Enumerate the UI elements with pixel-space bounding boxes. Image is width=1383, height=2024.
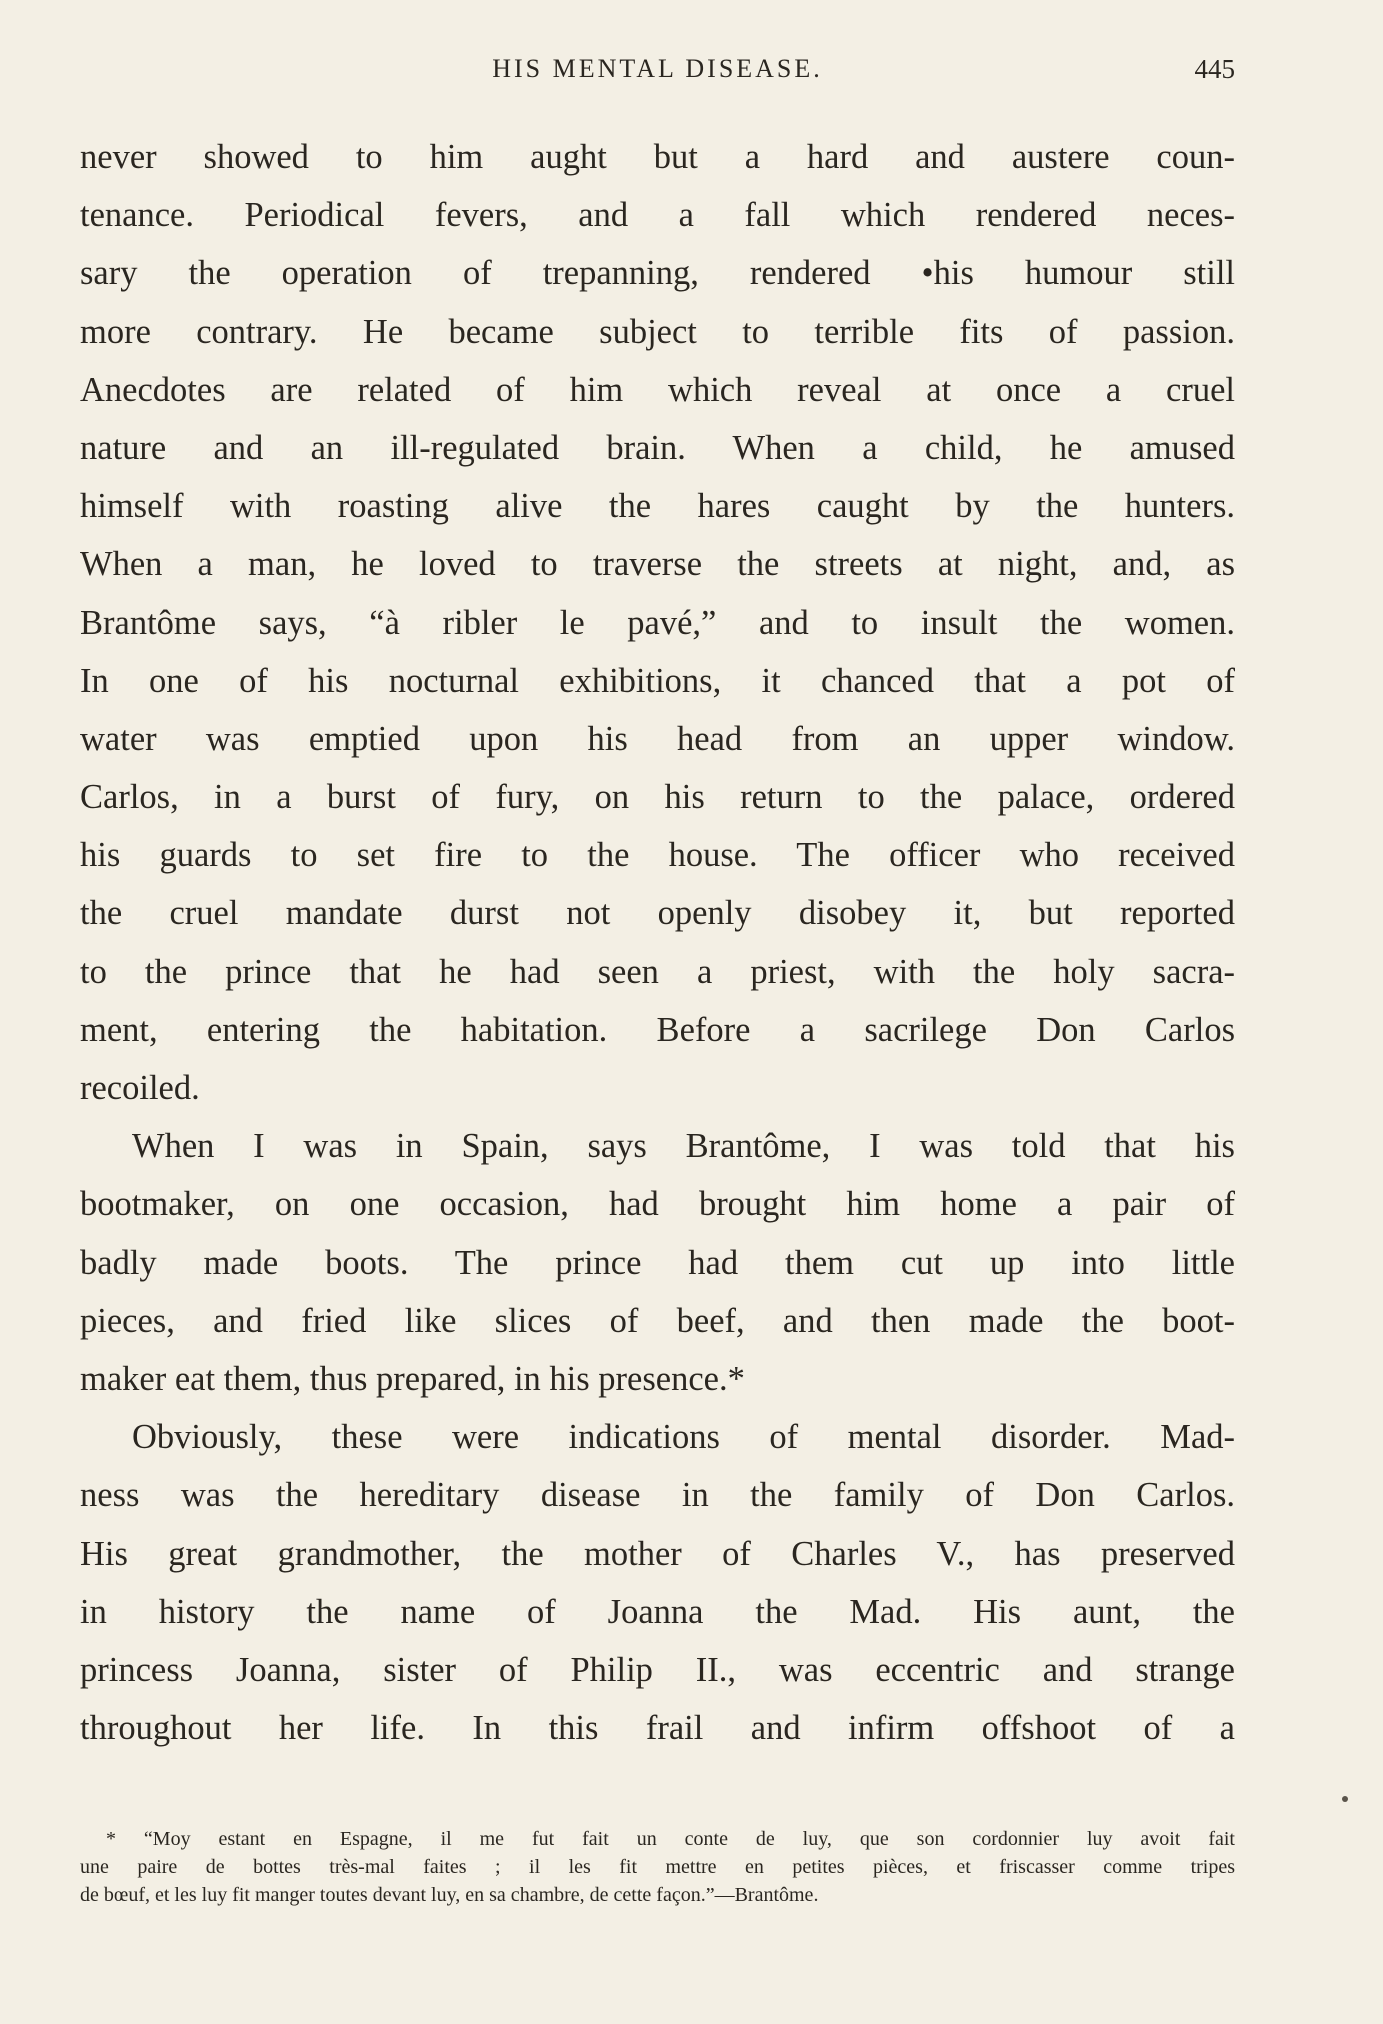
text-line: pieces, and fried like slices of beef, and then made the boot- bbox=[80, 1301, 1235, 1340]
text-line: water was emptied upon his head from an upper window. bbox=[80, 719, 1235, 758]
paragraph-start-line: Obviously, these were indications of mental disorder. Mad- bbox=[132, 1418, 1235, 1457]
text-line: his guards to set fire to the house. The officer who received bbox=[80, 836, 1235, 875]
text-line: tenance. Periodical fevers, and a fall which rendered neces- bbox=[80, 196, 1235, 235]
footnote-line: * “Moy estant en Espagne, il me fut fait un conte de luy, que son cordonnier luy avoit fait bbox=[106, 1828, 1235, 1850]
text-line: Anecdotes are related of him which reveal at once a cruel bbox=[80, 370, 1235, 409]
text-line: throughout her life. In this frail and infirm offshoot of a bbox=[80, 1709, 1235, 1748]
text-line: When a man, he loved to traverse the streets at night, and, as bbox=[80, 545, 1235, 584]
text-line: princess Joanna, sister of Philip II., was eccentric and strange bbox=[80, 1650, 1235, 1689]
text-line: Brantôme says, “à ribler le pavé,” and to insult the women. bbox=[80, 603, 1235, 642]
text-line: to the prince that he had seen a priest, with the holy sacra- bbox=[80, 952, 1235, 991]
text-line: ness was the hereditary disease in the family of Don Carlos. bbox=[80, 1476, 1235, 1515]
text-line: His great grandmother, the mother of Charles V., has preserved bbox=[80, 1534, 1235, 1573]
footnote-line: une paire de bottes très-mal faites ; il les fit mettre en petites pièces, et friscasser comme tripes bbox=[80, 1856, 1235, 1878]
text-line: bootmaker, on one occasion, had brought him home a pair of bbox=[80, 1185, 1235, 1224]
page-number: 445 bbox=[1194, 54, 1235, 84]
text-line: maker eat them, thus prepared, in his presence.* bbox=[80, 1359, 745, 1398]
text-line: never showed to him aught but a hard and austere coun- bbox=[80, 138, 1235, 176]
text-line: more contrary. He became subject to terrible fits of passion. bbox=[80, 312, 1235, 351]
footnote bbox=[80, 1825, 1235, 1909]
paper-speck bbox=[1342, 1796, 1348, 1802]
running-head bbox=[80, 50, 1235, 90]
text-line: sary the operation of trepanning, rendered •his humour still bbox=[80, 254, 1235, 293]
text-line: himself with roasting alive the hares caught by the hunters. bbox=[80, 487, 1235, 526]
text-line: In one of his nocturnal exhibitions, it chanced that a pot of bbox=[80, 661, 1235, 700]
text-line: in history the name of Joanna the Mad. His aunt, the bbox=[80, 1592, 1235, 1631]
footnote-line: de bœuf, et les luy fit manger toutes devant luy, en sa chambre, de cette façon.”—Brantôme. bbox=[80, 1884, 819, 1906]
running-title: HIS MENTAL DISEASE. bbox=[492, 54, 823, 83]
text-line: badly made boots. The prince had them cut up into little bbox=[80, 1243, 1235, 1282]
paragraph-start-line: When I was in Spain, says Brantôme, I was told that his bbox=[132, 1127, 1235, 1166]
text-line: recoiled. bbox=[80, 1069, 200, 1107]
text-line: Carlos, in a burst of fury, on his return to the palace, ordered bbox=[80, 778, 1235, 817]
text-line: ment, entering the habitation. Before a sacrilege Don Carlos bbox=[80, 1010, 1235, 1049]
text-line: nature and an ill-regulated brain. When a child, he amused bbox=[80, 428, 1235, 467]
body-text bbox=[80, 128, 1235, 1757]
text-line: the cruel mandate durst not openly disobey it, but reported bbox=[80, 894, 1235, 933]
